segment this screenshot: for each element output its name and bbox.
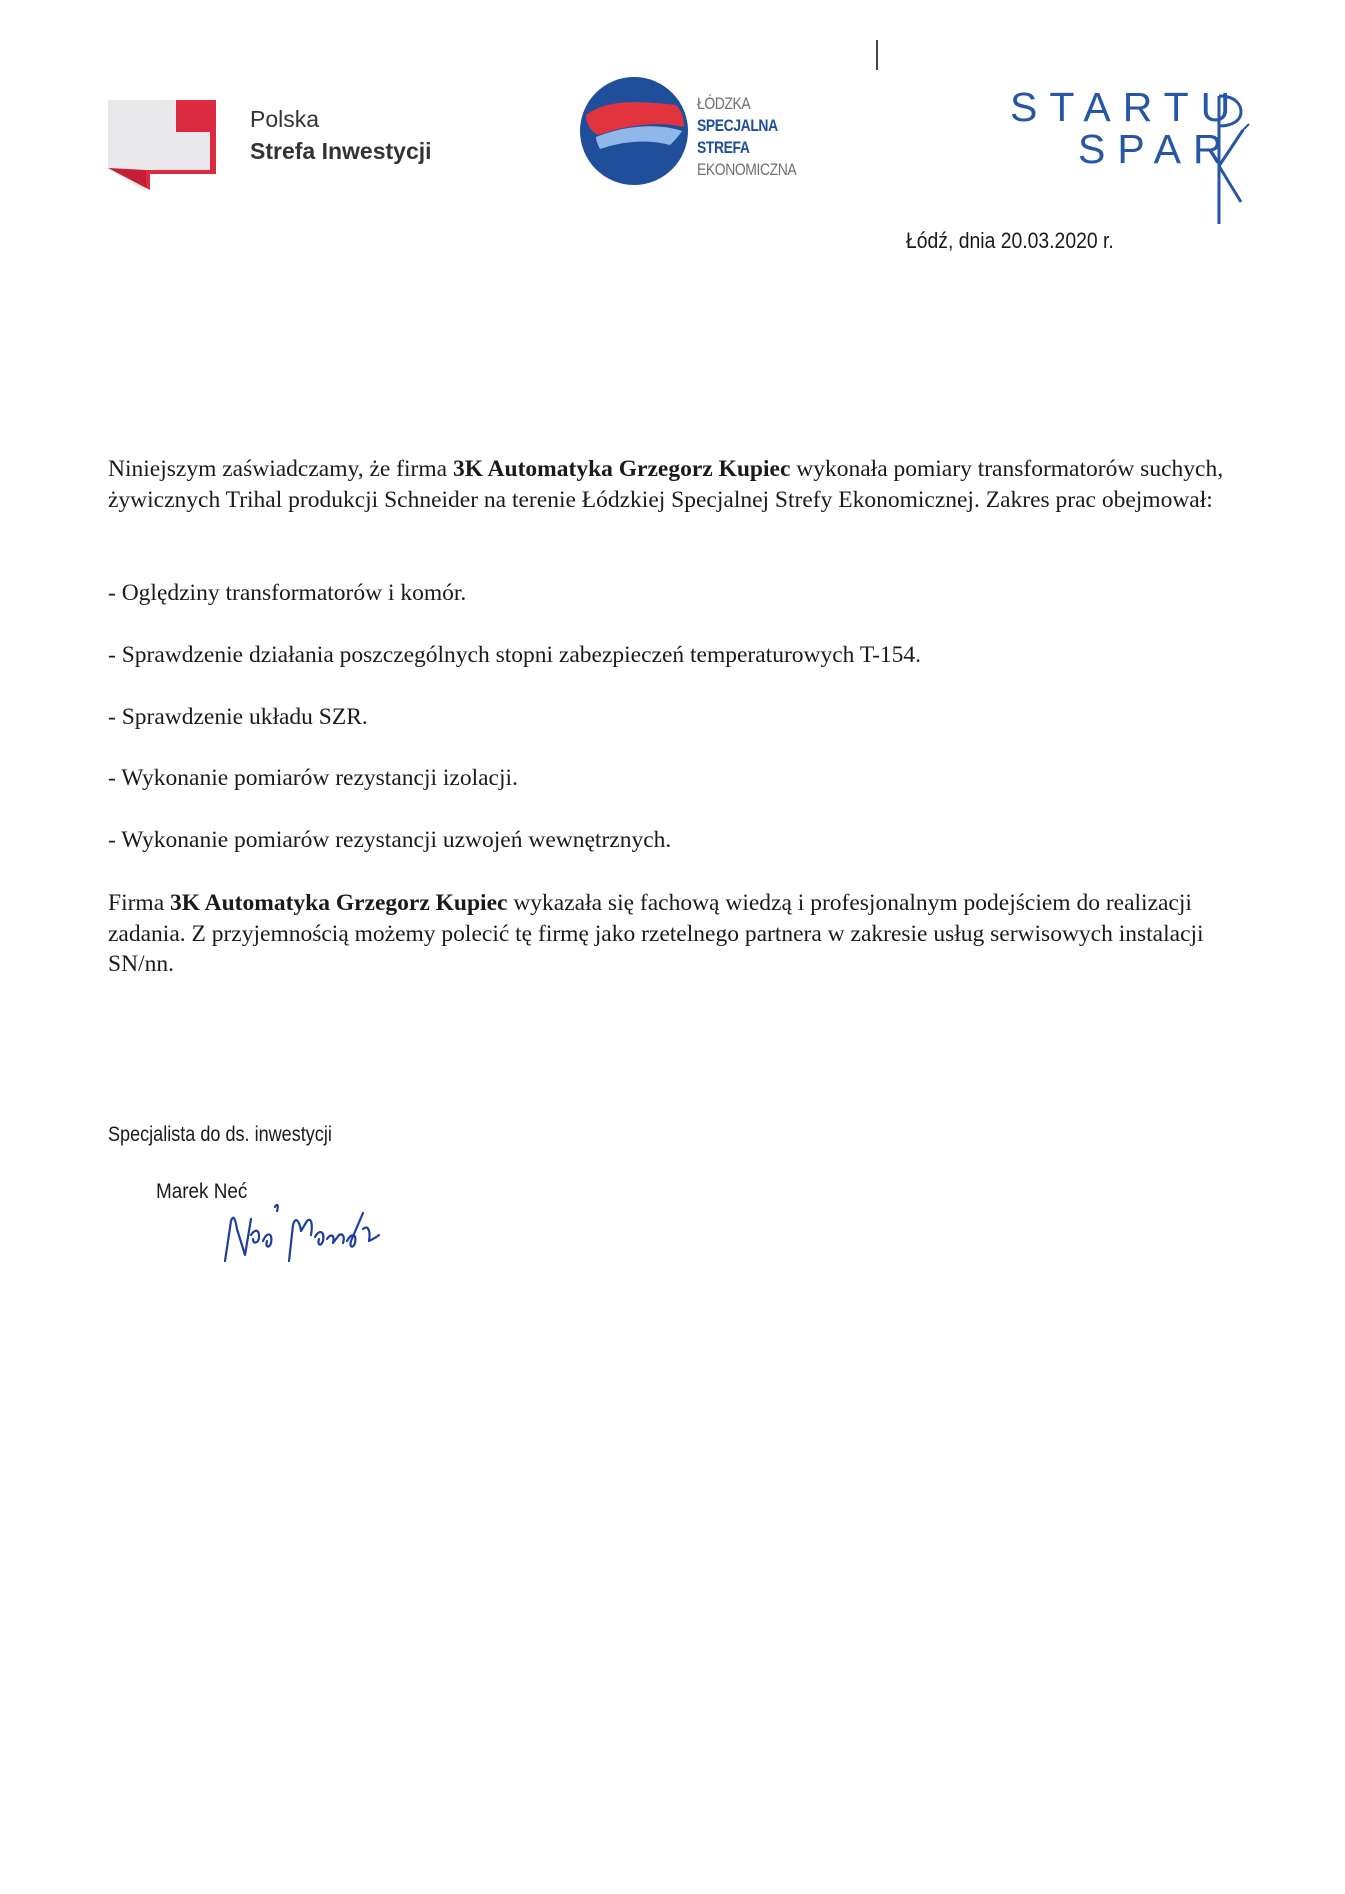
startup-spark-line2: SPAR bbox=[1078, 126, 1235, 172]
startup-spark-line1: STARTU bbox=[1010, 84, 1243, 130]
psi-logo-text bbox=[250, 103, 432, 167]
startup-spark-logo-icon bbox=[1005, 78, 1255, 228]
scope-item-inspection: - Oględziny transformatorów i komór. bbox=[108, 580, 467, 606]
recommendation-text-start: Firma bbox=[108, 890, 171, 916]
scope-item-winding-resistance: - Wykonanie pomiarów rezystancji uzwojeń wewnętrznych. bbox=[108, 827, 672, 853]
company-name: 3K Automatyka Grzegorz Kupiec bbox=[170, 890, 508, 916]
signatory-name: Marek Neć bbox=[156, 1180, 248, 1203]
intro-text-end: wykonała pomiary transformatorów suchych, żywicznych Trihal produkcji Schneider na terenie Łódzkiej Specjalnej Strefy Ekonomicznej. Zakres prac obejmował: bbox=[108, 456, 1224, 513]
scan-mark bbox=[876, 40, 878, 70]
psi-line1: Polska bbox=[250, 106, 320, 132]
intro-paragraph bbox=[108, 454, 1248, 515]
scope-item-temperature-protection: - Sprawdzenie działania poszczególnych stopni zabezpieczeń temperaturowych T-154. bbox=[108, 642, 922, 668]
lsse-line3: STREFA bbox=[697, 138, 750, 157]
scope-item-insulation-resistance: - Wykonanie pomiarów rezystancji izolacji. bbox=[108, 765, 518, 791]
lsse-line4: EKONOMICZNA bbox=[697, 160, 797, 179]
letter-date: Łódź, dnia 20.03.2020 r. bbox=[906, 228, 1114, 253]
lsse-line2: SPECJALNA bbox=[697, 116, 778, 135]
intro-text-start: Niniejszym zaświadczamy, że firma bbox=[108, 456, 453, 482]
recommendation-paragraph bbox=[108, 888, 1248, 980]
psi-line2: Strefa Inwestycji bbox=[250, 138, 432, 164]
company-name: 3K Automatyka Grzegorz Kupiec bbox=[452, 456, 791, 482]
scope-item-szr: - Sprawdzenie układu SZR. bbox=[108, 704, 368, 730]
lsse-logo-text bbox=[697, 93, 818, 181]
handwritten-signature-icon bbox=[215, 1195, 390, 1270]
lsse-line1: ŁÓDZKA bbox=[697, 94, 751, 113]
lsse-logo-icon bbox=[578, 75, 690, 187]
recommendation-text-end: wykazała się fachową wiedzą i profesjonalnym podejściem do realizacji zadania. Z przyjemnością możemy polecić tę firmę jako rzetelnego partnera w zakresie usług serwisowych instalacji SN/nn. bbox=[108, 890, 1204, 977]
signatory-title: Specjalista do ds. inwestycji bbox=[108, 1123, 332, 1146]
psi-logo-icon bbox=[108, 92, 223, 192]
